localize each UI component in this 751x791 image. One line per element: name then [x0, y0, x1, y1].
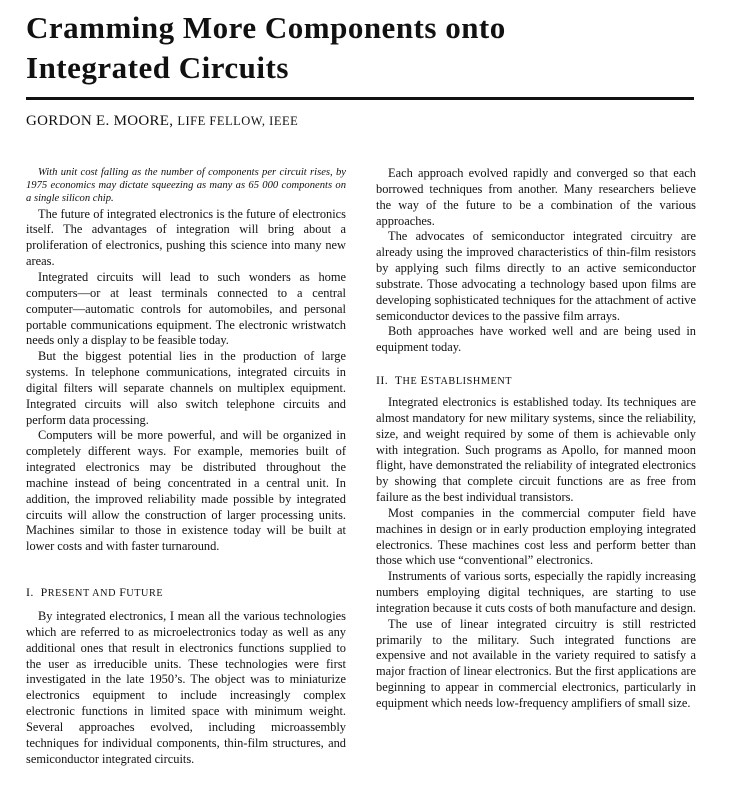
section-title-part: RESENT AND [47, 588, 120, 600]
paragraph: The future of integrated electronics is the future of electronics itself. The advantages of integration will bring about a proliferation of electronics, pushing this science into many new areas. [26, 206, 346, 269]
abstract: With unit cost falling as the number of components per circuit rises, by 1975 economics may dictate squeezing as many as 65 000 components on a single silicon chip. [26, 167, 346, 205]
paragraph: But the biggest potential lies in the production of large systems. In telephone communications, integrated circuits in digital filters will separate channels on multiplex equipment. Integrated circuits will also switch telephone circuits and perform data processing. [26, 349, 346, 427]
title-rule [26, 97, 694, 100]
section-number: II. [376, 373, 389, 388]
section-title-part: UTURE [126, 588, 164, 600]
title-line-2: Integrated Circuits [26, 50, 289, 85]
right-column [376, 166, 696, 712]
author-affiliation: LIFE FELLOW, IEEE [177, 114, 299, 128]
paragraph: Computers will be more powerful, and will be organized in completely different ways. For example, memories built of integrated electronics may be distributed throughout the machine instead of being concentrated in a central unit. In addition, the improved reliability made possible by integrated circuits will allow the construction of larger processing units. Machines similar to those in existence today will be built at lower costs and with faster turnaround. [26, 428, 346, 554]
paragraph: Integrated circuits will lead to such wonders as home computers—or at least terminals connected to a central computer—automatic controls for automobiles, and personal portable communications equipment. The electronic wristwatch needs only a display to be feasible today. [26, 269, 346, 348]
paragraph: The use of linear integrated circuitry is still restricted primarily to the military. Such integrated functions are expensive and not available in the variety required to satisfy a major fraction of linear electronics. But the first applications are beginning to appear in commercial electronics, particularly in equipment which needs low-frequency amplifiers of small size. [376, 616, 696, 710]
paragraph: Integrated electronics is established today. Its techniques are almost mandatory for new military systems, since the reliability, size, and weight required by some of them is achievable only with integration. Such programs as Apollo, for manned moon flight, have demonstrated the reliability of integrated electronics by showing that complete circuit functions are as free from failure as the best individual transistors. [376, 394, 696, 505]
paragraph: Each approach evolved rapidly and converged so that each borrowed techniques from another. Many researchers believe the way of the future to be a combination of the various approaches. [376, 166, 696, 228]
section-title-part: STABLISHMENT [428, 376, 513, 388]
paragraph: Both approaches have worked well and are being used in equipment today. [376, 324, 696, 355]
section-title-part: T [394, 373, 403, 388]
paragraph: By integrated electronics, I mean all the various technologies which are referred to as microelectronics today as well as any additional ones that result in electronics functions supplied to the user as irreducible units. These technologies were first investigated in the late 1950’s. The object was to miniaturize electronics equipment to include increasingly complex electronic functions in limited space with minimum weight. Several approaches evolved, including microassembly techniques for individual components, thin-film structures, and semiconductor integrated circuits. [26, 609, 346, 766]
paragraph: The advocates of semiconductor integrated circuitry are already using the improved characteristics of thin-film resistors by applying such films directly to an active semiconductor substrate. Those advocating a technology based upon films are developing sophisticated techniques for the attachment of active semiconductor devices to the passive film arrays. [376, 229, 696, 323]
section-number: I. [26, 585, 34, 600]
title-line-1: Cramming More Components onto [26, 10, 506, 45]
section-heading-1 [26, 585, 346, 602]
section-title-part: HE [402, 376, 421, 388]
author-name: GORDON E. MOORE, [26, 113, 174, 129]
article-title [26, 8, 706, 88]
paragraph: Most companies in the commercial computer field have machines in design or in early production employing integrated electronics. These machines cost less and perform better than those which use “conventional” electronics. [376, 505, 696, 568]
left-column [26, 166, 346, 767]
section-title-part: F [119, 585, 127, 600]
paragraph: Instruments of various sorts, especially the rapidly increasing numbers employing digital techniques, are starting to use integration because it cuts costs of both manufacture and design. [376, 569, 696, 615]
section-title-part: E [420, 373, 429, 388]
section-heading-2 [376, 373, 696, 390]
section-title-part: P [40, 585, 48, 600]
author-line [26, 112, 298, 130]
